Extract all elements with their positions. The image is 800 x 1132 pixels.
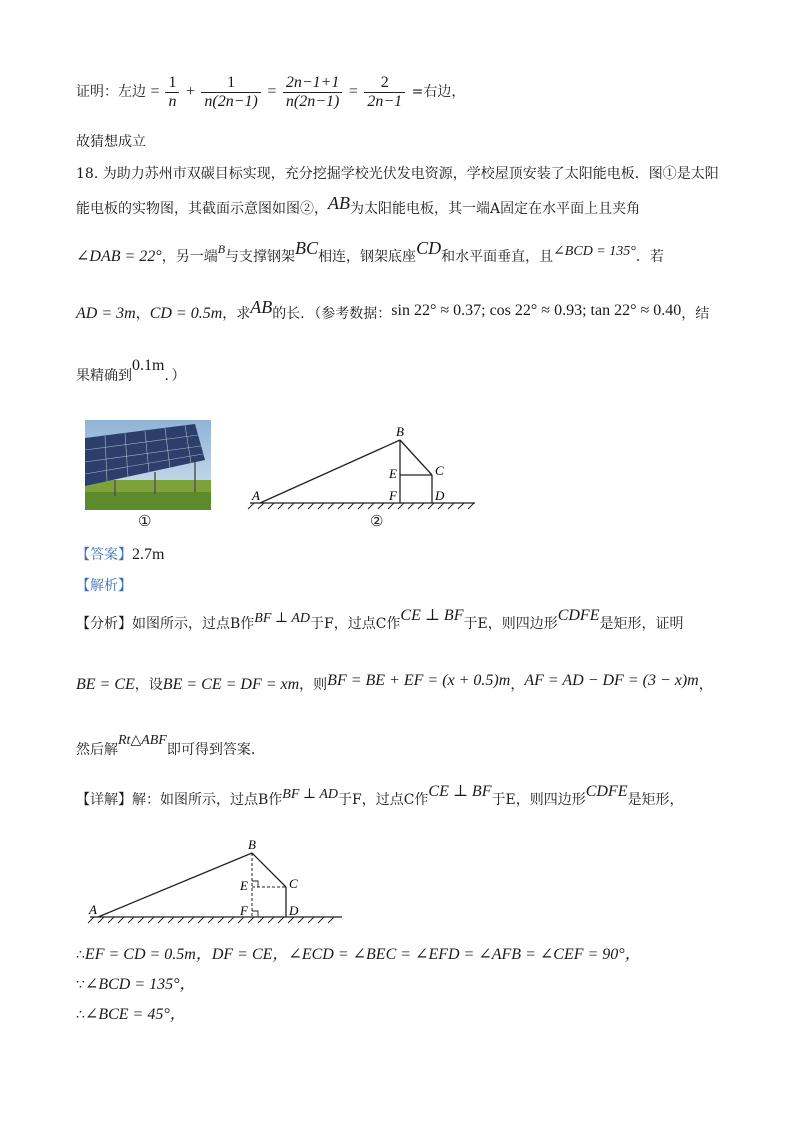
label-c: C [435, 463, 444, 478]
analysis-line-2: BE = CE，设BE = CE = DF = xm，则BF = BE + EF = (x + 0.5)m，AF = AD − DF = (3 − x)m， [76, 672, 713, 693]
problem-line-5: 果精确到0.1m．） [76, 357, 186, 384]
problem-line-4: AD = 3m，CD = 0.5m，求AB的长．（参考数据：sin 22° ≈ 0.37; cos 22° ≈ 0.93; tan 22° ≈ 0.40，结 [76, 297, 710, 322]
proof-suffix: =右边， [411, 84, 466, 100]
fraction: $\frac{2n-1+1}{n(2n-1)}$ [283, 74, 343, 111]
proof-line: 证明：左边 = $\frac{1}{n}$ + $\frac{1}{n(2n-1)}$ = $\frac{2n-1+1}{n(2n-1)}$ = $\frac{2}{2n-1}$ =右边， [76, 73, 466, 110]
answer-line [76, 545, 164, 565]
reference-data: sin 22° ≈ 0.37; cos 22° ≈ 0.93; tan 22° ≈ 0.40 [391, 302, 682, 319]
detail-step-1: ∴EF = CD = 0.5m，DF = CE，∠ECD = ∠BEC = ∠EFD = ∠AFB = ∠CEF = 90°， [76, 946, 641, 963]
precision: 0.1m [132, 357, 165, 374]
fraction: $\frac{1}{n}$ [165, 74, 179, 111]
analysis-line-1: 【分析】如图所示，过点B作BF ⊥ AD于F，过点C作CE ⊥ BF于E，则四边形CDFE是矩形，证明 [76, 607, 684, 632]
solar-panel-photo [85, 420, 211, 510]
label-d: D [435, 488, 445, 503]
label-f: F [240, 903, 248, 918]
analysis-header: 【解析】 [76, 578, 132, 594]
detail-diagram [80, 835, 350, 930]
angle-bcd: ∠BCD = 135° [553, 244, 636, 259]
answer-value: 2.7m [132, 546, 165, 563]
fraction: $\frac{1}{n(2n-1)}$ [201, 74, 260, 111]
proof-prefix: 证明：左边 [76, 84, 146, 100]
segment-bc [400, 440, 432, 475]
label-b: B [396, 425, 404, 439]
problem-line-3: ∠DAB = 22°，另一端B与支撑钢架BC相连，钢架底座CD和水平面垂直，且∠BCD = 135°．若 [76, 238, 664, 265]
analysis-line-3: 然后解Rt△ABF即可得到答案． [76, 733, 265, 758]
label-b: B [248, 837, 256, 852]
label-e: E [389, 466, 397, 481]
detail-step-3: ∴∠BCE = 45°， [76, 1006, 186, 1023]
given-ad: AD = 3m [76, 305, 136, 322]
label-e: E [240, 878, 248, 893]
cross-section-diagram [240, 425, 480, 520]
answer-tag: 【答案】 [76, 547, 132, 563]
label-a: A [89, 902, 97, 917]
fraction: $\frac{2}{2n-1}$ [364, 74, 405, 111]
proof-conclusion: 故猜想成立 [76, 134, 146, 150]
problem-line-1: 18. 为助力苏州市双碳目标实现，充分挖掘学校光伏发电资源，学校屋顶安装了太阳能电板．图①是太阳 [76, 166, 719, 182]
detail-step-2: ∵∠BCD = 135°， [76, 976, 196, 993]
label-f: F [389, 488, 397, 503]
label-d: D [289, 903, 299, 918]
ground-hatch [248, 503, 474, 509]
figure-2-label: ② [370, 512, 384, 530]
detail-line-1: 【详解】解：如图所示，过点B作BF ⊥ AD于F，过点C作CE ⊥ BF于E，则四边形CDFE是矩形， [76, 783, 684, 808]
figure-1-label: ① [138, 512, 152, 530]
given-cd: CD = 0.5m [149, 305, 223, 322]
panel-ab [260, 440, 400, 503]
angle-dab: ∠DAB = 22° [76, 248, 162, 265]
label-a: A [252, 488, 260, 503]
label-c: C [289, 876, 298, 891]
problem-line-2: 能电板的实物图，其截面示意图如图②，AB为太阳能电板，其一端A固定在水平面上且夹角 [76, 193, 641, 217]
